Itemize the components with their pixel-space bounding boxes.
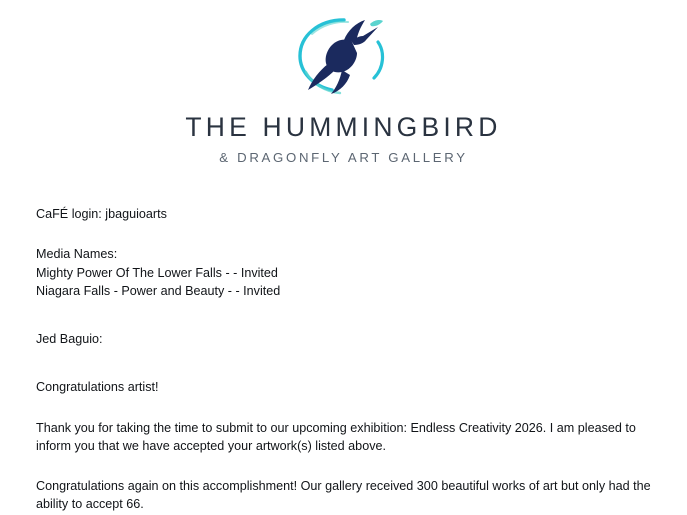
hummingbird-icon	[282, 14, 406, 100]
cafe-login-line: CaFÉ login: jbaguioarts	[36, 207, 167, 221]
list-item: Mighty Power Of The Lower Falls - - Invited	[36, 265, 278, 280]
gallery-name: THE HUMMINGBIRD	[185, 112, 502, 142]
greeting-line: Congratulations artist!	[36, 380, 159, 395]
list-item: Niagara Falls - Power and Beauty - - Invited	[36, 283, 281, 298]
gallery-tagline: & DRAGONFLY ART GALLERY	[219, 150, 468, 165]
congratulations-paragraph: Congratulations again on this accomplishment! Our gallery received 300 beautiful works of art but only had the ability to accept 66.	[36, 479, 651, 512]
media-names-list	[36, 264, 651, 301]
media-names-heading: Media Names:	[36, 247, 118, 262]
gallery-logo	[0, 0, 687, 165]
recipient-name: Jed Baguio:	[36, 332, 103, 346]
acceptance-paragraph: Thank you for taking the time to submit to our upcoming exhibition: Endless Creativity 2026. I am pleased to inform you that we have accepted your artwork(s) listed above.	[36, 420, 636, 453]
letter-body	[0, 205, 687, 514]
